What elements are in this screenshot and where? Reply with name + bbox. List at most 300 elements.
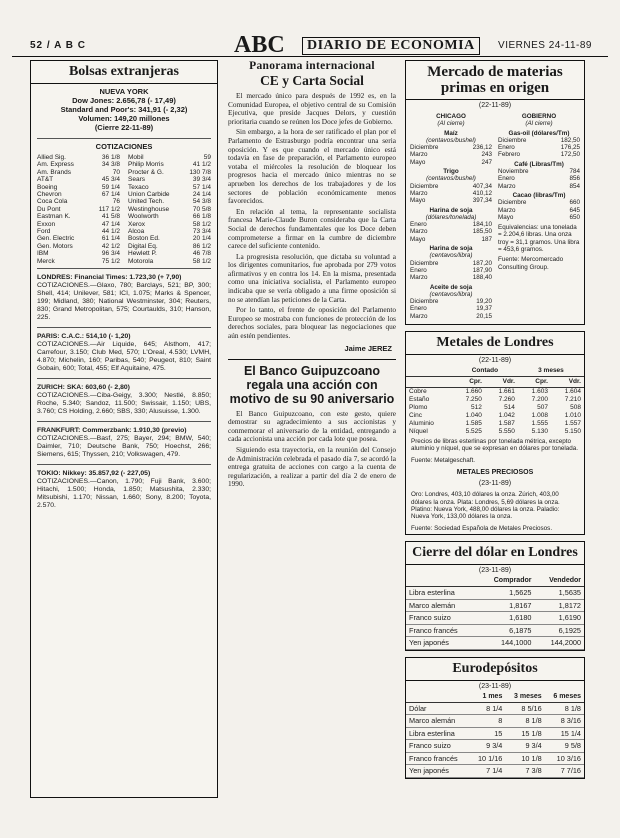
quote-row [128, 228, 211, 235]
table-cell: 9 3/4 [470, 740, 505, 753]
commodity-price: 19,20 [476, 298, 492, 306]
commodity-month: Mayo [410, 235, 426, 243]
dolar-box [405, 541, 585, 651]
table-cell: 6,1875 [477, 624, 534, 637]
euro-date: (23-11-89) [478, 682, 512, 690]
commodity-month: Marzo [410, 312, 428, 320]
table-cell: Níquel [409, 428, 428, 436]
quote-name: Chevron [37, 191, 62, 199]
ny-quotes [31, 154, 217, 265]
article-body [228, 92, 396, 341]
quote-value: 73 3/4 [192, 228, 211, 236]
table-cell: Franco suizo [406, 612, 477, 625]
materias-note: Equivalencias: una tonelada = 2.204,6 libras. Una onza troy = 31,1 gramos. Una libra = 453,6 gramos. [498, 224, 580, 254]
commodity-price: 236,12 [472, 144, 492, 152]
quote-value: 57 1/4 [192, 183, 211, 191]
quote-name: Ford [37, 228, 51, 236]
masthead [12, 32, 608, 57]
table-cell: 1.587 [498, 420, 515, 428]
commodity-price: 187,90 [472, 266, 492, 274]
table-cell: 5.550 [498, 428, 515, 436]
table-row [406, 612, 584, 625]
quote-row [37, 228, 120, 235]
commodity-price: 184,10 [472, 221, 492, 229]
quote-name: Xerox [128, 220, 145, 228]
table-row [406, 752, 584, 765]
commodity-price: 397,34 [472, 197, 492, 205]
londres-heading: LONDRES: Financial Times: 1.723,30 (+ 7,90) [37, 274, 182, 282]
table-row [406, 599, 584, 612]
table-row [406, 587, 584, 600]
divider [37, 327, 211, 328]
quote-name: Woolworth [128, 213, 159, 221]
quote-name: Alcoa [128, 228, 145, 236]
quote-name: Motorola [128, 257, 154, 265]
ny-line: Dow Jones: 2.656,78 (- 17,49) [72, 96, 176, 105]
chicago-groups [410, 130, 492, 320]
preciosos-date: (23-11-89) [478, 480, 512, 488]
quote-value: 24 1/4 [192, 191, 211, 199]
commodity-month: Marzo [410, 228, 428, 236]
quote-row [37, 258, 120, 265]
commodity-price: 172,50 [560, 151, 580, 159]
quote-row [128, 235, 211, 242]
table-cell: 1.557 [564, 420, 581, 428]
commodity-price: 407,34 [472, 182, 492, 190]
gobierno-heading: GOBIERNO [521, 113, 557, 120]
frankfurt-heading: FRANKFURT: Commerzbank: 1.910,30 (previo) [37, 427, 187, 435]
commodity-month: Marzo [498, 206, 516, 214]
divider [37, 464, 211, 465]
commodity-row [410, 298, 492, 305]
quote-row [128, 154, 211, 161]
commodity-row [410, 221, 492, 228]
quote-name: Boston Ed. [128, 235, 160, 243]
commodity-price: 247 [481, 158, 492, 166]
issue-date: VIERNES 24-11-89 [498, 40, 592, 51]
quote-name: Sears [128, 176, 145, 184]
quote-row [128, 169, 211, 176]
ny-line: Standard and Poor's: 341,91 (- 2,32) [60, 105, 188, 114]
commodity-price: 188,40 [472, 274, 492, 282]
quote-name: IBM [37, 250, 49, 258]
quote-name: AT&T [37, 176, 54, 184]
table-cell: 1.010 [564, 412, 581, 420]
divider [37, 138, 211, 139]
metales-subheader-row [406, 377, 584, 388]
table-row [406, 404, 584, 412]
table-cell: 7.260 [498, 396, 515, 404]
commodity-row [410, 274, 492, 281]
commodity-unit: (centavos/libra) [429, 290, 473, 298]
commodity-row [410, 228, 492, 235]
commodity-month: Mayo [410, 197, 426, 205]
commodity-price: 182,50 [560, 136, 580, 144]
commodity-unit: (centavos/bushel) [426, 175, 476, 183]
quote-value: 96 3/4 [101, 250, 120, 258]
commodity-row [498, 207, 580, 214]
table-cell: 1.042 [498, 412, 515, 420]
table-cell: 1.604 [564, 388, 581, 396]
commodity-title: Café (Libras/Tm) [514, 160, 564, 168]
table-cell: Franco francés [406, 624, 477, 637]
table-cell: Cobre [409, 388, 427, 396]
commodity-price: 645 [569, 206, 580, 214]
dolar-title: Cierre del dólar en Londres [406, 542, 584, 565]
metales-title: Metales de Londres [406, 332, 584, 355]
euro-rows [406, 702, 584, 777]
quote-value: 41 1/2 [192, 161, 211, 169]
table-cell: 15 1/8 [505, 727, 544, 740]
table-cell: 7 3/8 [505, 765, 544, 778]
commodity-row [498, 199, 580, 206]
table-cell: 1,5625 [477, 587, 534, 600]
commodity-row [410, 313, 492, 320]
commodity-price: 187,20 [472, 259, 492, 267]
quote-row [37, 161, 120, 168]
quote-name: Hewlett P. [128, 250, 157, 258]
dolar-date: (23-11-89) [478, 567, 512, 575]
commodity-month: Enero [498, 175, 515, 183]
article-paragraph: En relación al tema, la representante socialista francesa Marie-Claude Buron consideraba que la Carta Social de derechos fundamentales que los Doce deben comprometerse a firmar en la cumbre de diciembre carece del suficiente contenido. [228, 206, 396, 251]
quote-name: Am. Express [37, 161, 74, 169]
quote-row [37, 235, 120, 242]
middle-column [228, 60, 396, 800]
table-cell: 8 [470, 715, 505, 728]
quote-name: Am. Brands [37, 168, 71, 176]
abc-logo: ABC [234, 32, 285, 58]
gobierno-col [498, 111, 580, 320]
quote-value: 67 1/4 [101, 191, 120, 199]
table-row [406, 727, 584, 740]
col-header: Vendedor [534, 576, 584, 587]
quote-row [128, 258, 211, 265]
quote-name: Westinghouse [128, 205, 170, 213]
commodity-month: Enero [410, 221, 427, 229]
ny-heading: NUEVA YORK [99, 87, 149, 96]
commodity-row [498, 175, 580, 182]
commodity-title: Aceite de soja [429, 283, 473, 291]
commodity-price: 856 [569, 175, 580, 183]
commodity-row [410, 151, 492, 158]
col-subheader: Vdr. [551, 377, 584, 388]
col-header: 6 meses [545, 692, 584, 703]
section-title: DIARIO DE ECONOMIA [302, 37, 480, 55]
table-cell: 1,6180 [477, 612, 534, 625]
londres-block [31, 272, 217, 324]
article-headline: CE y Carta Social [260, 73, 364, 88]
quote-value: 66 1/8 [192, 213, 211, 221]
metales-source: Fuente: Metalgeschaft. [411, 456, 476, 464]
quote-value: 70 [112, 168, 120, 176]
commodity-row [410, 144, 492, 151]
quotes-left [37, 154, 120, 265]
divider [37, 268, 211, 269]
table-cell: Plomo [409, 404, 428, 412]
quote-name: Eastman K. [37, 213, 71, 221]
preciosos-text: Oro: Londres, 403,10 dólares la onza. Zúrich, 403,00 dólares la onza. Plata: Londres, 5,69 dólares la onza. Platino: Nueva York, 488,00 dólares la onza. Paladio: Nueva York, 133,00 dólares la onza. [411, 491, 560, 521]
table-cell: 5.525 [465, 428, 482, 436]
quote-value: 130 7/8 [189, 168, 211, 176]
commodity-month: Marzo [410, 274, 428, 282]
quote-name: Merck [37, 257, 55, 265]
table-cell: 8 1/4 [470, 702, 505, 715]
table-row [406, 637, 584, 650]
table-cell: Estaño [409, 396, 430, 404]
quote-value: 117 1/2 [98, 205, 120, 213]
quote-value: 39 3/4 [192, 176, 211, 184]
quote-name: Digital Eq. [128, 242, 158, 250]
table-cell: 10 3/16 [545, 752, 584, 765]
commodity-row [410, 236, 492, 243]
commodity-month: Noviembre [498, 168, 529, 176]
table-cell: 15 [470, 727, 505, 740]
commodity-row [410, 267, 492, 274]
quote-value: 41 5/8 [101, 213, 120, 221]
quote-row [37, 184, 120, 191]
article-paragraph: Siguiendo esta trayectoria, en la reunión del Consejo de Administración celebrada el pasado día 7, se acordó la entrega gratuita de acciones con cargo a la cuenta de regularización, a realizar a partir del día 2 de enero de 1990. [228, 445, 396, 489]
table-cell: Franco suizo [406, 740, 470, 753]
commodity-month: Enero [410, 305, 427, 313]
quote-value: 42 1/2 [101, 242, 120, 250]
ny-line: (Cierre 22-11-89) [94, 123, 154, 132]
right-column [405, 60, 585, 800]
commodity-row [410, 183, 492, 190]
table-cell: 1,8172 [534, 599, 584, 612]
table-cell: 144,1000 [477, 637, 534, 650]
quote-name: Union Carbide [128, 191, 170, 199]
quote-row [128, 206, 211, 213]
quote-row [37, 191, 120, 198]
table-cell: 1.660 [465, 388, 482, 396]
quote-row [37, 221, 120, 228]
col-subheader: Cpr. [452, 377, 485, 388]
article-paragraph: El mercado único para después de 1992 es, en la Comunidad Europea, el objetivo central de su Comisión Ejecutiva, que preside Jacques Delors, y cuestión prioritaria cuando se reúnen los Doce jefes de Gobierno. [228, 91, 396, 126]
commodity-price: 19,37 [476, 305, 492, 313]
commodity-price: 410,12 [472, 189, 492, 197]
quote-row [37, 206, 120, 213]
commodity-month: Diciembre [410, 259, 439, 267]
quote-value: 58 1/2 [192, 220, 211, 228]
quote-value: 36 1/8 [101, 154, 120, 161]
quote-row [37, 213, 120, 220]
gobierno-sub: (Al cierre) [525, 120, 553, 128]
tokio-text: COTIZACIONES.—Canon, 1.790; Fuji Bank, 3.600; Hitachi, 1.500; Honda, 1.850; Matsushita, 2.330; Mitsubishi, 1.170; Nissan, 1.660; Sony, 8.200; Toyota, 2.570. [37, 478, 211, 510]
table-cell: 1,8167 [477, 599, 534, 612]
table-cell: 7.210 [564, 396, 581, 404]
chicago-sub: (Al cierre) [437, 120, 465, 128]
table-row [406, 702, 584, 715]
table-cell: 1,5635 [534, 587, 584, 600]
chicago-col [410, 111, 492, 320]
commodity-month: Febrero [498, 151, 521, 159]
commodity-row [410, 260, 492, 267]
commodity-title: Trigo [443, 168, 459, 176]
quote-row [128, 250, 211, 257]
table-row [406, 388, 584, 397]
quote-row [128, 198, 211, 205]
article-paragraph: El Banco Guipuzcoano, con este gesto, quiere demostrar su agradecimiento a sus accionistas y conmemorar el aniversario de la entidad, entregando a cada accionista una acción por cada lote que posea. [228, 408, 396, 444]
table-cell: 8 1/8 [505, 715, 544, 728]
table-cell: Yen japonés [406, 765, 470, 778]
quote-value: 59 [203, 154, 211, 161]
table-cell: Libra esterlina [406, 727, 470, 740]
tokio-heading: TOKIO: Nikkey: 35.857,92 (- 227,05) [37, 470, 151, 478]
commodity-price: 854 [569, 182, 580, 190]
quote-row [128, 191, 211, 198]
col-header: Comprador [477, 576, 534, 587]
table-cell: 1.040 [465, 412, 482, 420]
quote-name: Coca Cola [37, 198, 68, 206]
table-cell: 1.661 [498, 388, 515, 396]
zurich-heading: ZURICH: SKA: 603,60 (- 2,80) [37, 384, 130, 392]
metales-header-row [406, 366, 584, 377]
page-number: 52 / A B C [30, 40, 86, 51]
col-header [406, 366, 452, 377]
article-kicker: Panorama internacional [249, 60, 375, 72]
quote-name: Exxon [37, 220, 56, 228]
quote-value: 75 1/2 [101, 257, 120, 265]
article-paragraph: Sin embargo, a la hora de ser ratificado el plan por el Parlamento de Estrasburgo podría encontrar una seria oposición. Y es que cuando el mercado único está todavía en fase de preparación, el Parlamento europeo votaba el miércoles la resolución de bloquear los progresos hacia el mercado único mientras no se aprueben los derechos de los trabajadores y de los sectores de población económicamente menos favorecidos. [228, 127, 396, 206]
quote-row [128, 184, 211, 191]
table-cell: 8 3/16 [545, 715, 584, 728]
second-article-body [228, 410, 396, 489]
article-paragraph: Por lo tanto, el frente de oposición del Parlamento Europeo se mostraba con funciones de protección de los derechos sociales, para bloquear las negociaciones que aún estén pendientes. [228, 305, 396, 341]
table-cell: 10 1/8 [505, 752, 544, 765]
table-cell: 8 5/16 [505, 702, 544, 715]
commodity-unit: (centavos/bushel) [426, 136, 476, 144]
commodity-price: 660 [569, 199, 580, 207]
commodity-month: Mayo [498, 213, 514, 221]
commodity-title: Maíz [444, 129, 458, 137]
table-row [406, 740, 584, 753]
commodity-month: Marzo [410, 189, 428, 197]
left-column [30, 60, 218, 800]
divider [37, 378, 211, 379]
table-cell: 5.150 [564, 428, 581, 436]
zurich-block [31, 382, 217, 418]
table-cell: Dólar [406, 702, 470, 715]
table-cell: Cinc [409, 412, 423, 420]
commodity-unit: (dólares/tonelada) [425, 213, 477, 221]
commodity-month: Enero [498, 144, 515, 152]
table-cell: 1,6190 [534, 612, 584, 625]
euro-title: Eurodepósitos [406, 658, 584, 681]
ny-line: Volumen: 149,20 millones [78, 114, 170, 123]
quote-value: 61 1/4 [101, 235, 120, 243]
quote-name: Procter & G. [128, 168, 164, 176]
paris-text: COTIZACIONES.—Air Liquide, 645; Alsthom, 417; Carrefour, 3.150; Club Med, 570; L'Oreal, 4.530; LVMH, 4.870; Michelin, 160; Paribas, 540; Peugeot, 810; Saint Gobain, 600; Total, 455; Elf Aquitaine, 475. [37, 341, 211, 373]
quote-row [37, 198, 120, 205]
table-cell: 9 3/4 [505, 740, 544, 753]
materias-title: Mercado de materias primas en origen [406, 61, 584, 100]
table-cell: 7.250 [465, 396, 482, 404]
commodity-row [498, 151, 580, 158]
quote-name: Texaco [128, 183, 149, 191]
preciosos-source: Fuente: Sociedad Española de Metales Preciosos. [411, 524, 553, 532]
divider [37, 421, 211, 422]
preciosos-heading: METALES PRECIOSOS [456, 469, 534, 477]
table-cell: 9 5/8 [545, 740, 584, 753]
col-header: 3 meses [505, 692, 544, 703]
materias-source: Fuente: Mercomercado Consulting Group. [498, 256, 564, 271]
metales-date: (22-11-89) [478, 357, 512, 365]
quote-row [37, 176, 120, 183]
commodity-row [498, 214, 580, 221]
table-cell: 1.585 [465, 420, 482, 428]
commodity-row [498, 183, 580, 190]
commodity-price: 20,15 [476, 312, 492, 320]
quote-row [37, 250, 120, 257]
table-cell: Yen japonés [406, 637, 477, 650]
article-byline: Jaime JEREZ [344, 343, 392, 353]
commodity-month: Diciembre [410, 182, 439, 190]
quotes-right [128, 154, 211, 265]
commodity-title: Cacao (libras/Tm) [512, 191, 566, 199]
commodity-price: 185,50 [472, 228, 492, 236]
commodity-month: Diciembre [410, 298, 439, 306]
quote-name: Gen. Motors [37, 242, 73, 250]
quote-value: 46 7/8 [192, 250, 211, 258]
commodity-month: Diciembre [498, 136, 527, 144]
metales-box [405, 331, 585, 535]
col-subheader: Vdr. [485, 377, 518, 388]
quote-value: 20 1/4 [192, 235, 211, 243]
commodity-price: 784 [569, 168, 580, 176]
table-cell: Marco alemán [406, 715, 470, 728]
zurich-text: COTIZACIONES.—Ciba-Geigy, 3.300; Nestlé, 8.850; Roche, 5.340; Sandoz, 11.500; Swissair, 1.150; UBS, 3.760; CS Holding, 2.660; SBS, 330; Alusuisse, 1.300. [37, 392, 211, 416]
dolar-table [406, 576, 584, 650]
table-row [406, 396, 584, 404]
quote-value: 59 1/4 [101, 183, 120, 191]
gobierno-groups [498, 130, 580, 222]
table-cell: 1.603 [531, 388, 548, 396]
materias-grid [406, 111, 584, 324]
cotizaciones-heading: COTIZACIONES [95, 142, 153, 151]
col-subheader: Cpr. [518, 377, 551, 388]
dolar-rows [406, 587, 584, 650]
table-cell: Aluminio [409, 420, 434, 428]
table-cell: 7 7/16 [545, 765, 584, 778]
quote-row [128, 243, 211, 250]
paris-heading: PARIS: C.A.C.: 514,10 (- 1,20) [37, 333, 131, 341]
euro-table [406, 692, 584, 778]
commodity-row [498, 144, 580, 151]
quote-name: Mobil [128, 154, 144, 161]
table-row [406, 428, 584, 436]
commodity-row [410, 159, 492, 166]
quote-value: 44 1/2 [101, 228, 120, 236]
quote-value: 70 5/8 [192, 205, 211, 213]
table-cell: 7.200 [531, 396, 548, 404]
quote-value: 47 1/4 [101, 220, 120, 228]
quote-value: 86 1/2 [192, 242, 211, 250]
table-cell: 8 1/8 [545, 702, 584, 715]
quote-row [37, 243, 120, 250]
quote-name: Philip Morris [128, 161, 164, 169]
quote-row [128, 213, 211, 220]
quote-value: 76 [112, 198, 120, 206]
quote-name: Boeing [37, 183, 58, 191]
chicago-heading: CHICAGO [436, 113, 466, 120]
commodity-row [410, 305, 492, 312]
quote-name: Du Pont [37, 205, 61, 213]
commodity-price: 243 [481, 151, 492, 159]
paris-block [31, 331, 217, 375]
table-cell: 6,1925 [534, 624, 584, 637]
quote-value: 45 3/4 [101, 176, 120, 184]
col-header [406, 692, 470, 703]
